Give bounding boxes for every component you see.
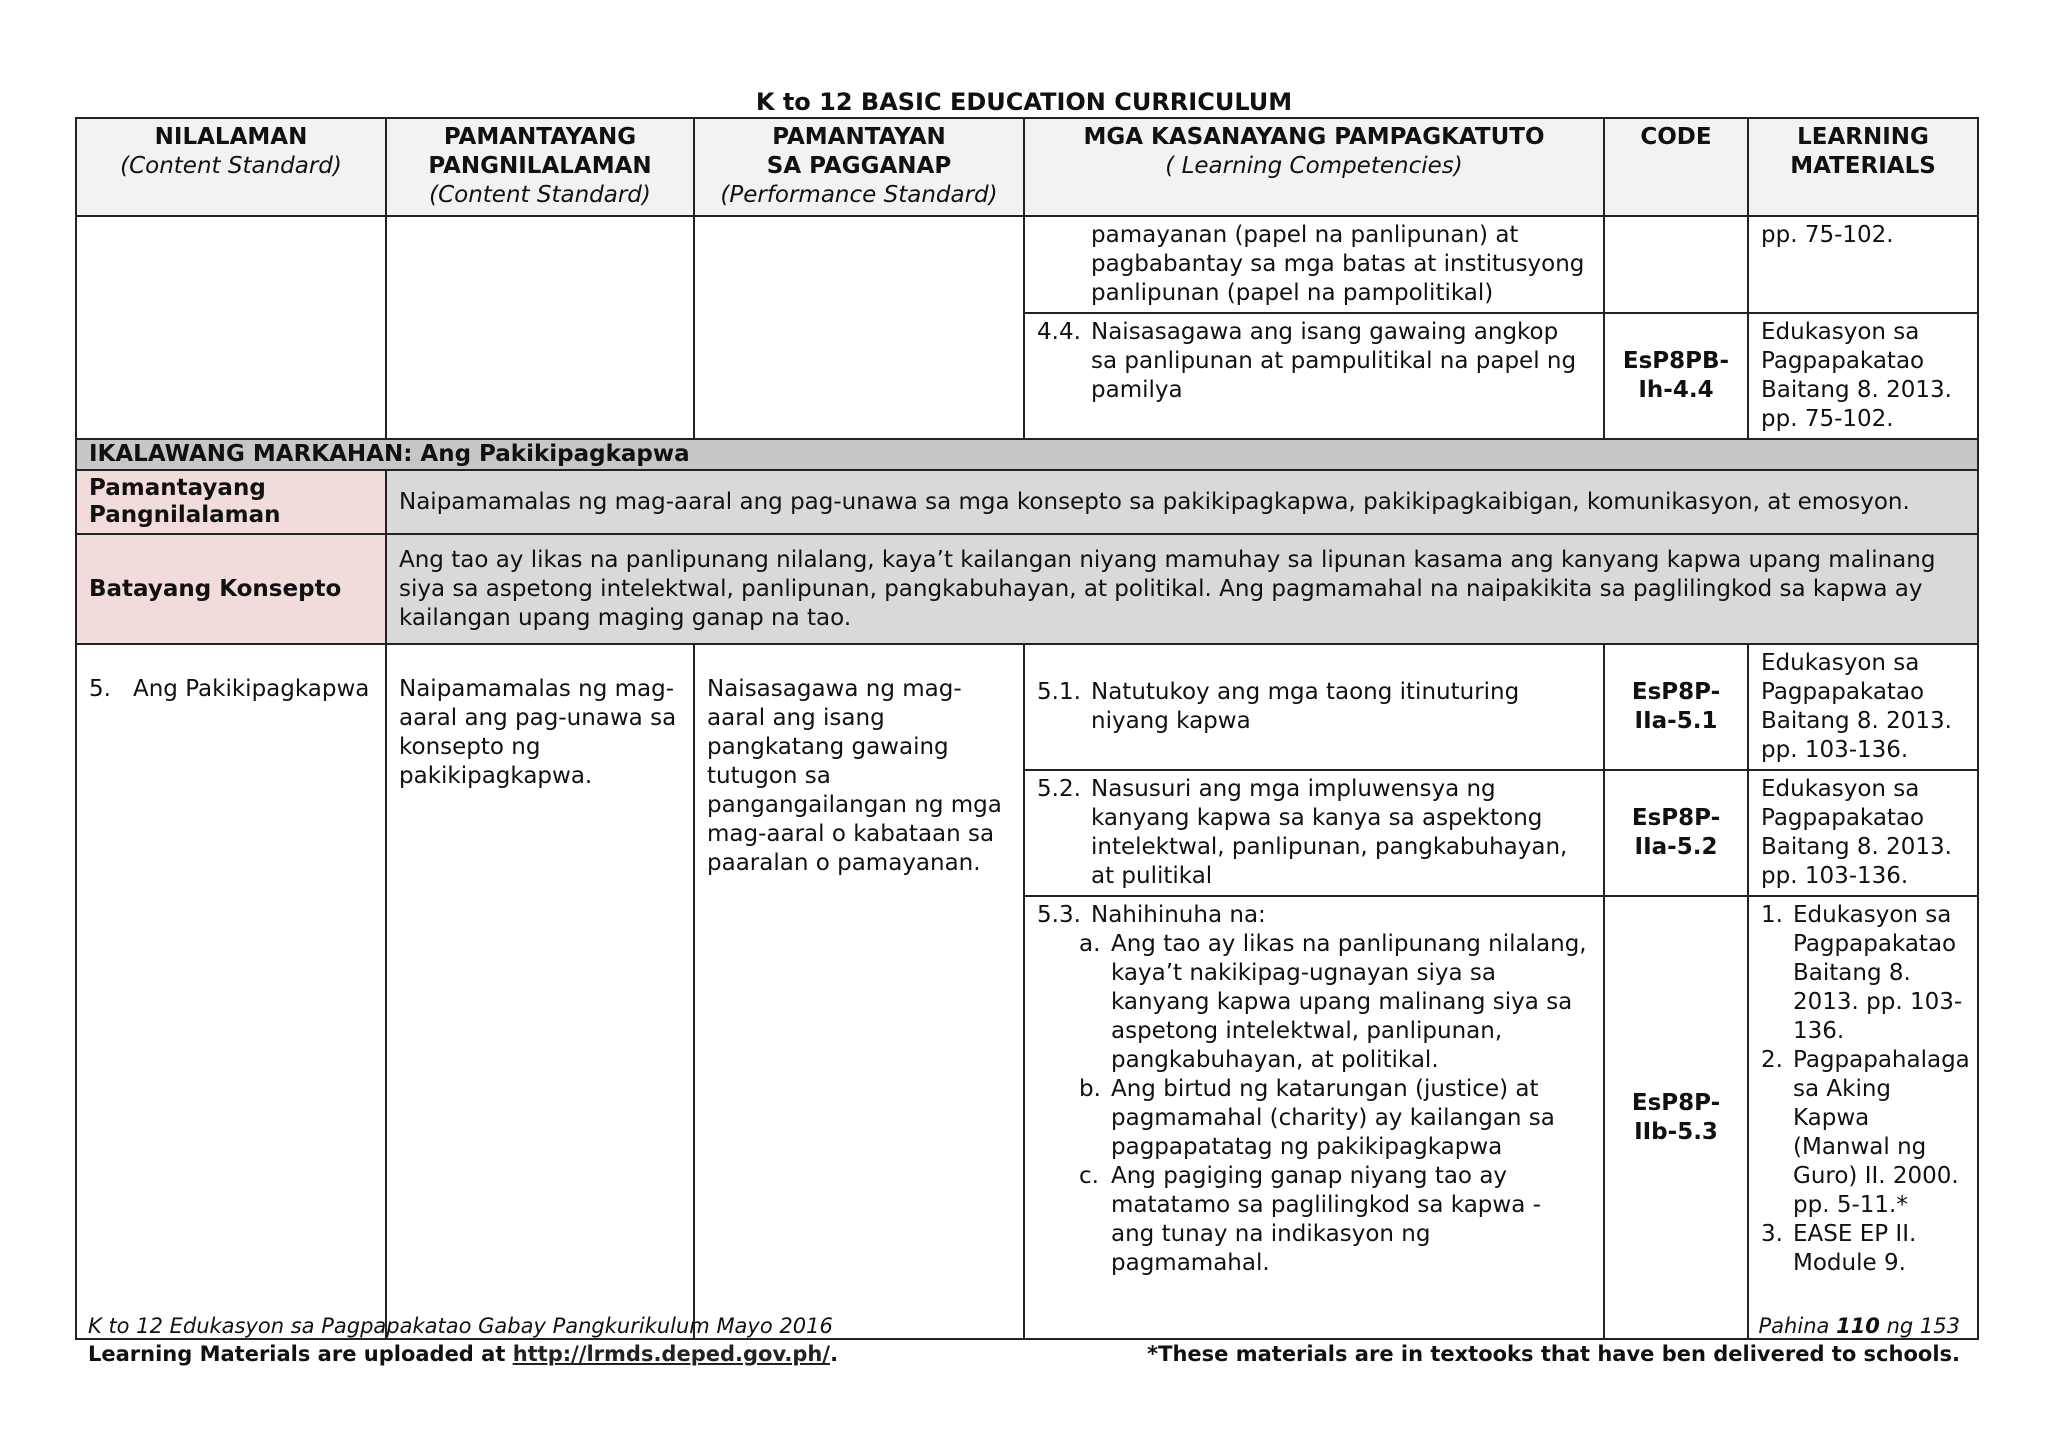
header-row xyxy=(76,118,1978,216)
materials-cell xyxy=(1748,896,1978,1339)
quarter-heading: IKALAWANG MARKAHAN: Ang Pakikipagkapwa xyxy=(76,439,1978,470)
empty-cell xyxy=(76,216,386,439)
header-main: PAMANTAYANG xyxy=(443,124,637,150)
footer-note-text: Learning Materials are uploaded at xyxy=(88,1342,506,1366)
list-item xyxy=(1079,1162,1591,1278)
table-row xyxy=(76,216,1978,313)
batayang-row xyxy=(76,534,1978,644)
header-code xyxy=(1604,118,1748,216)
quarter-row xyxy=(76,439,1978,470)
materials-cell: Edukasyon sa Pagpapakatao Baitang 8. 2013. pp. 103-136. xyxy=(1748,644,1978,770)
header-main: SA PAGGANAP xyxy=(766,153,952,179)
competency-text: Nahihinuha na: xyxy=(1091,902,1266,928)
footer-page-number xyxy=(1759,1312,1960,1340)
competency-cell xyxy=(1024,216,1604,313)
header-pamantayang-pangnilalaman xyxy=(386,118,694,216)
header-learning-materials xyxy=(1748,118,1978,216)
header-main: PANGNILALAMAN xyxy=(428,153,652,179)
code-cell xyxy=(1604,644,1748,770)
header-sub: ( Learning Competencies) xyxy=(1165,153,1463,179)
header-main: PAMANTAYAN xyxy=(772,124,946,150)
page-prefix: Pahina xyxy=(1758,1314,1830,1338)
nilalaman-text: Ang Pakikipagkapwa xyxy=(133,676,370,702)
performance-standard-cell: Naisasagawa ng mag-aaral ang isang pangkatang gawaing tutugon sa pangangailangan ng mga mag-aaral o kabataan sa paaralan o pamayanan. xyxy=(694,644,1024,1339)
empty-cell xyxy=(694,216,1024,439)
list-marker: a. xyxy=(1079,931,1101,957)
header-sub: (Performance Standard) xyxy=(720,182,998,208)
header-main: MGA KASANAYANG PAMPAGKATUTO xyxy=(1083,124,1545,150)
code-text: Ih-4.4 xyxy=(1638,377,1714,403)
lrmds-link[interactable]: http://lrmds.deped.gov.ph/ xyxy=(512,1342,831,1366)
list-marker: 1. xyxy=(1761,902,1783,928)
code-cell xyxy=(1604,313,1748,439)
header-main: MATERIALS xyxy=(1790,153,1936,179)
header-main: NILALAMAN xyxy=(154,124,308,150)
competency-text: Naisasagawa ang isang gawaing angkop sa panlipunan at pampulitikal na papel ng pamilya xyxy=(1091,319,1577,403)
curriculum-table xyxy=(75,117,1979,1340)
list-marker: b. xyxy=(1079,1076,1101,1102)
competency-cell xyxy=(1024,313,1604,439)
content-standard-cell: Naipamamalas ng mag-aaral ang pag-unawa sa konsepto ng pakikipagkapwa. xyxy=(386,644,694,1339)
empty-cell xyxy=(386,216,694,439)
list-text: Ang birtud ng katarungan (justice) at pagmamahal (charity) ay kailangan sa pagpapatatag ng pakikipagkapwa xyxy=(1111,1076,1555,1160)
header-pamantayan-sa-pagganap xyxy=(694,118,1024,216)
code-cell xyxy=(1604,896,1748,1339)
code-text: IIb-5.3 xyxy=(1634,1118,1718,1145)
competency-number: 5.2. xyxy=(1037,776,1081,802)
pamantayang-label: Pamantayang Pangnilalaman xyxy=(76,470,386,534)
list-text: Pagpapahalaga sa Aking Kapwa (Manwal ng Guro) II. 2000. pp. 5-11.* xyxy=(1793,1047,1970,1218)
code-text: EsP8P- xyxy=(1631,805,1721,831)
list-item xyxy=(1079,930,1591,1075)
list-text: Ang pagiging ganap niyang tao ay matatamo sa paglilingkod sa kapwa - ang tunay na indikasyon ng pagmamahal. xyxy=(1111,1163,1541,1276)
code-cell xyxy=(1604,770,1748,896)
competency-number: 5.3. xyxy=(1037,902,1081,928)
pamantayang-row xyxy=(76,470,1978,534)
header-main: CODE xyxy=(1640,124,1712,150)
competency-text: pamayanan (papel na panlipunan) at pagbabantay sa mga batas at institusyong panlipunan (papel na pampolitikal) xyxy=(1091,222,1585,306)
header-sub: (Content Standard) xyxy=(120,153,342,179)
nilalaman-number: 5. xyxy=(89,676,111,702)
list-item xyxy=(1761,1046,1970,1220)
code-text: EsP8P- xyxy=(1631,679,1721,705)
footer-note-period: . xyxy=(830,1342,839,1366)
competency-cell xyxy=(1024,896,1604,1339)
competency-number: 5.1. xyxy=(1037,679,1081,705)
list-text: Ang tao ay likas na panlipunang nilalang, kaya’t nakikipag-ugnayan siya sa kanyang kapwa upang malinang siya sa aspetong intelektwal, panlipunan, pangkabuhayan, at politikal. xyxy=(1111,931,1587,1073)
materials-list xyxy=(1761,901,1970,1278)
footer-materials-note xyxy=(88,1340,838,1368)
materials-cell: Edukasyon sa Pagpapakatao Baitang 8. 2013. pp. 75-102. xyxy=(1748,313,1978,439)
page-footer xyxy=(88,1312,1960,1368)
competency-number: 4.4. xyxy=(1037,319,1081,345)
list-marker: 3. xyxy=(1761,1221,1783,1247)
nilalaman-cell xyxy=(76,644,386,1339)
list-item xyxy=(1761,1220,1965,1278)
header-main: LEARNING xyxy=(1797,124,1929,150)
list-text: Edukasyon sa Pagpapakatao Baitang 8. 2013. pp. 103-136. xyxy=(1793,902,1963,1044)
list-item xyxy=(1761,901,1965,1046)
pamantayang-text: Naipamamalas ng mag-aaral ang pag-unawa sa mga konsepto sa pakikipagkapwa, pakikipagkaibigan, komunikasyon, at emosyon. xyxy=(386,470,1978,534)
footer-document-title: K to 12 Edukasyon sa Pagpapakatao Gabay Pangkurikulum Mayo 2016 xyxy=(88,1314,833,1338)
list-marker: 2. xyxy=(1761,1047,1783,1073)
materials-cell: Edukasyon sa Pagpapakatao Baitang 8. 2013. pp. 103-136. xyxy=(1748,770,1978,896)
page-current: 110 xyxy=(1836,1314,1880,1338)
list-item xyxy=(1079,1075,1591,1162)
header-learning-competencies xyxy=(1024,118,1604,216)
footer-textbook-note: *These materials are in textooks that have ben delivered to schools. xyxy=(1147,1342,1960,1366)
competency-cell xyxy=(1024,770,1604,896)
list-marker: c. xyxy=(1079,1163,1099,1189)
code-text: IIa-5.1 xyxy=(1634,708,1718,734)
page-title: K to 12 BASIC EDUCATION CURRICULUM xyxy=(755,88,1293,116)
competency-cell xyxy=(1024,644,1604,770)
code-text: EsP8P- xyxy=(1631,1089,1721,1116)
competency-text: Nasusuri ang mga impluwensya ng kanyang kapwa sa kanya sa aspektong intelektwal, panlipunan, pangkabuhayan, at pulitikal xyxy=(1091,776,1568,889)
code-cell xyxy=(1604,216,1748,313)
table-row xyxy=(76,644,1978,770)
list-text: EASE EP II. Module 9. xyxy=(1793,1221,1917,1276)
page-total: ng 153 xyxy=(1886,1314,1960,1338)
competency-text: Natutukoy ang mga taong itinuturing niyang kapwa xyxy=(1091,679,1520,734)
sub-item-list xyxy=(1037,930,1591,1278)
batayang-text: Ang tao ay likas na panlipunang nilalang, kaya’t kailangan niyang mamuhay sa lipunan kasama ang kanyang kapwa upang malinang siya sa aspetong intelektwal, panlipunan, pangkabuhayan, at politikal. Ang pagmamahal na naipakikita sa paglilingkod sa kapwa ay kailangan upang maging ganap na tao. xyxy=(386,534,1978,644)
code-text: IIa-5.2 xyxy=(1634,834,1718,860)
header-nilalaman xyxy=(76,118,386,216)
header-sub: (Content Standard) xyxy=(429,182,651,208)
code-text: EsP8PB- xyxy=(1622,348,1730,374)
materials-cell: pp. 75-102. xyxy=(1748,216,1978,313)
batayang-label: Batayang Konsepto xyxy=(76,534,386,644)
